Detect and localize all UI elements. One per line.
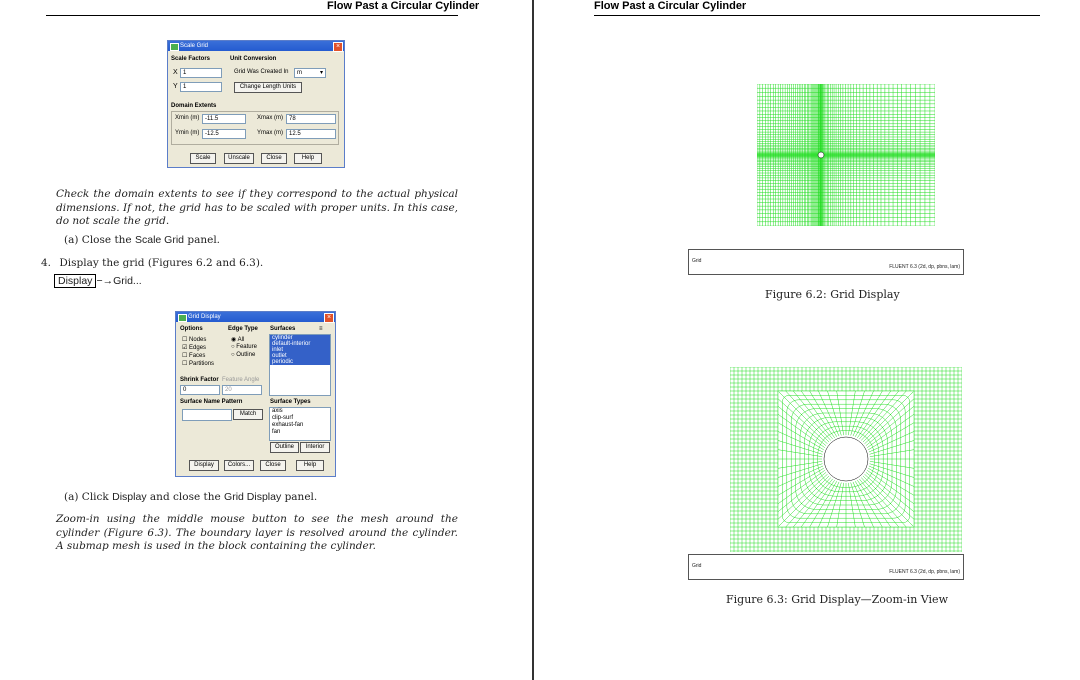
xmin-field: -11.5: [202, 114, 246, 124]
options-label: Options: [180, 326, 203, 332]
grid-label: Grid: [692, 258, 702, 264]
surface-name-pattern-input[interactable]: [182, 409, 232, 421]
list-item[interactable]: default-interior: [270, 341, 330, 347]
unscale-button[interactable]: Unscale: [224, 153, 254, 164]
app-icon: [170, 43, 179, 51]
step-text: Display the grid (Figures 6.2 and 6.3).: [59, 257, 264, 269]
interior-button[interactable]: Interior: [300, 442, 330, 453]
outline-button[interactable]: Outline: [270, 442, 299, 453]
surface-name-pattern-label: Surface Name Pattern: [180, 399, 243, 405]
option-edges[interactable]: ☑ Edges: [182, 345, 207, 351]
fluent-title-bar: [688, 554, 964, 580]
close-button[interactable]: Close: [261, 153, 287, 164]
xmax-label: Xmax (m): [257, 115, 283, 121]
ui-term: Display: [112, 491, 147, 503]
scale-grid-dialog: [167, 40, 345, 168]
option-partitions[interactable]: ☐ Partitions: [182, 361, 215, 367]
paragraph-zoom-in: Zoom-in using the middle mouse button to see the mesh around the cylinder (Figure 6.3). The boundary layer is resolved around the cylinder. A submap mesh is used in the block containing the cylinder.: [56, 513, 458, 552]
ymin-field: -12.5: [202, 129, 246, 139]
fluent-version: FLUENT 6.3 (2d, dp, pbns, lam): [889, 264, 960, 270]
step-4: [41, 257, 263, 271]
scale-button[interactable]: Scale: [190, 153, 216, 164]
grid-display-dialog: [175, 311, 336, 477]
header-rule: [594, 15, 1040, 16]
unit-value: m: [297, 70, 302, 76]
x-label: X: [173, 69, 178, 76]
unit-select[interactable]: [294, 68, 326, 78]
select-all-icon[interactable]: ≡: [319, 326, 323, 332]
option-label: Faces: [189, 353, 206, 359]
list-item[interactable]: clip-surf: [272, 415, 294, 421]
list-item[interactable]: inlet: [270, 347, 330, 353]
step-click-display: [64, 491, 317, 505]
grid-created-label: Grid Was Created In: [234, 69, 289, 75]
list-item[interactable]: fan: [272, 429, 281, 435]
close-button[interactable]: Close: [260, 460, 286, 471]
help-button[interactable]: Help: [296, 460, 324, 471]
unit-conversion-label: Unit Conversion: [230, 56, 277, 62]
match-button[interactable]: Match: [233, 409, 263, 420]
edge-type-all[interactable]: ◉ All: [231, 337, 245, 343]
xmin-label: Xmin (m): [175, 115, 200, 121]
shrink-factor-label: Shrink Factor: [180, 377, 219, 383]
step-prefix: (a) Close the: [64, 234, 132, 246]
step-prefix: (a) Click: [64, 491, 109, 503]
edge-type-outline[interactable]: ○ Outline: [231, 352, 256, 358]
fluent-title-bar: [688, 249, 964, 275]
ymin-label: Ymin (m): [175, 130, 200, 136]
menu-grid: Grid...: [113, 275, 142, 287]
list-item[interactable]: cylinder: [270, 335, 330, 341]
page-header: Flow Past a Circular Cylinder: [594, 0, 747, 12]
step-suffix: panel.: [187, 234, 221, 246]
surfaces-label: Surfaces: [270, 326, 296, 332]
change-length-units-button[interactable]: Change Length Units: [234, 82, 302, 93]
colors-button[interactable]: Colors...: [224, 460, 254, 471]
option-label: Edges: [189, 345, 207, 351]
edge-type-label: Edge Type: [228, 326, 258, 332]
grid-zoom-mesh-figure: [730, 367, 962, 552]
step-mid: and close the: [149, 491, 221, 503]
page-divider: [532, 0, 534, 680]
surface-types-label: Surface Types: [270, 399, 311, 405]
option-label: Partitions: [189, 361, 215, 367]
list-item[interactable]: axis: [272, 408, 283, 414]
ui-term: Scale Grid: [134, 234, 185, 246]
dialog-title: Grid Display: [188, 314, 221, 320]
edge-type-feature[interactable]: ○ Feature: [231, 344, 257, 350]
scale-factors-label: Scale Factors: [171, 56, 211, 62]
app-icon: [178, 314, 187, 322]
figure-caption: Figure 6.2: Grid Display: [765, 288, 900, 301]
x-scale-input[interactable]: 1: [180, 68, 222, 78]
option-label: Feature: [236, 344, 257, 350]
option-nodes[interactable]: ☐ Nodes: [182, 337, 207, 343]
surfaces-list[interactable]: [269, 334, 331, 396]
list-item[interactable]: outlet: [270, 353, 330, 359]
scale-grid-titlebar: [168, 41, 344, 51]
ymax-label: Ymax (m): [257, 130, 283, 136]
step-suffix: panel.: [284, 491, 318, 503]
list-item[interactable]: exhaust-fan: [272, 422, 304, 428]
step-close-scale-grid: [64, 234, 220, 248]
step-number: 4.: [41, 257, 52, 269]
xmax-field: 78: [286, 114, 336, 124]
fluent-version: FLUENT 6.3 (2d, dp, pbns, lam): [889, 569, 960, 575]
feature-angle-input: 20: [222, 385, 262, 395]
dialog-title: Scale Grid: [180, 43, 209, 49]
right-page: [535, 0, 1080, 680]
left-page: [0, 0, 532, 680]
ymax-field: 12.5: [286, 129, 336, 139]
header-rule: [46, 15, 458, 16]
feature-angle-label: Feature Angle: [222, 377, 260, 383]
option-label: Nodes: [189, 337, 207, 343]
option-faces[interactable]: ☐ Faces: [182, 353, 206, 359]
menu-display: Display: [54, 274, 96, 288]
help-button[interactable]: Help: [294, 153, 322, 164]
menu-path: [54, 275, 142, 289]
surface-types-list[interactable]: [269, 407, 331, 441]
domain-extents-label: Domain Extents: [171, 103, 217, 109]
page-header: Flow Past a Circular Cylinder: [327, 0, 480, 12]
grid-display-titlebar: [176, 312, 335, 322]
chevron-down-icon: ▾: [319, 70, 323, 76]
display-button[interactable]: Display: [189, 460, 219, 471]
arrow-icon: −→: [96, 275, 114, 287]
paragraph-domain-extents: Check the domain extents to see if they correspond to the actual physical dimensions. If not, the grid has to be scaled with proper units. In this case, do not scale the grid.: [56, 188, 458, 227]
y-scale-input[interactable]: 1: [180, 82, 222, 92]
close-icon[interactable]: ×: [333, 42, 343, 52]
grid-mesh-figure: [757, 84, 935, 226]
option-label: Outline: [236, 352, 256, 358]
shrink-factor-input[interactable]: 0: [180, 385, 220, 395]
ui-term: Grid Display: [224, 491, 282, 503]
figure-caption: Figure 6.3: Grid Display—Zoom-in View: [726, 593, 948, 606]
grid-label: Grid: [692, 563, 702, 569]
option-label: All: [237, 337, 245, 343]
list-item[interactable]: periodic: [270, 359, 330, 365]
y-label: Y: [173, 83, 178, 90]
close-icon[interactable]: ×: [324, 313, 334, 323]
